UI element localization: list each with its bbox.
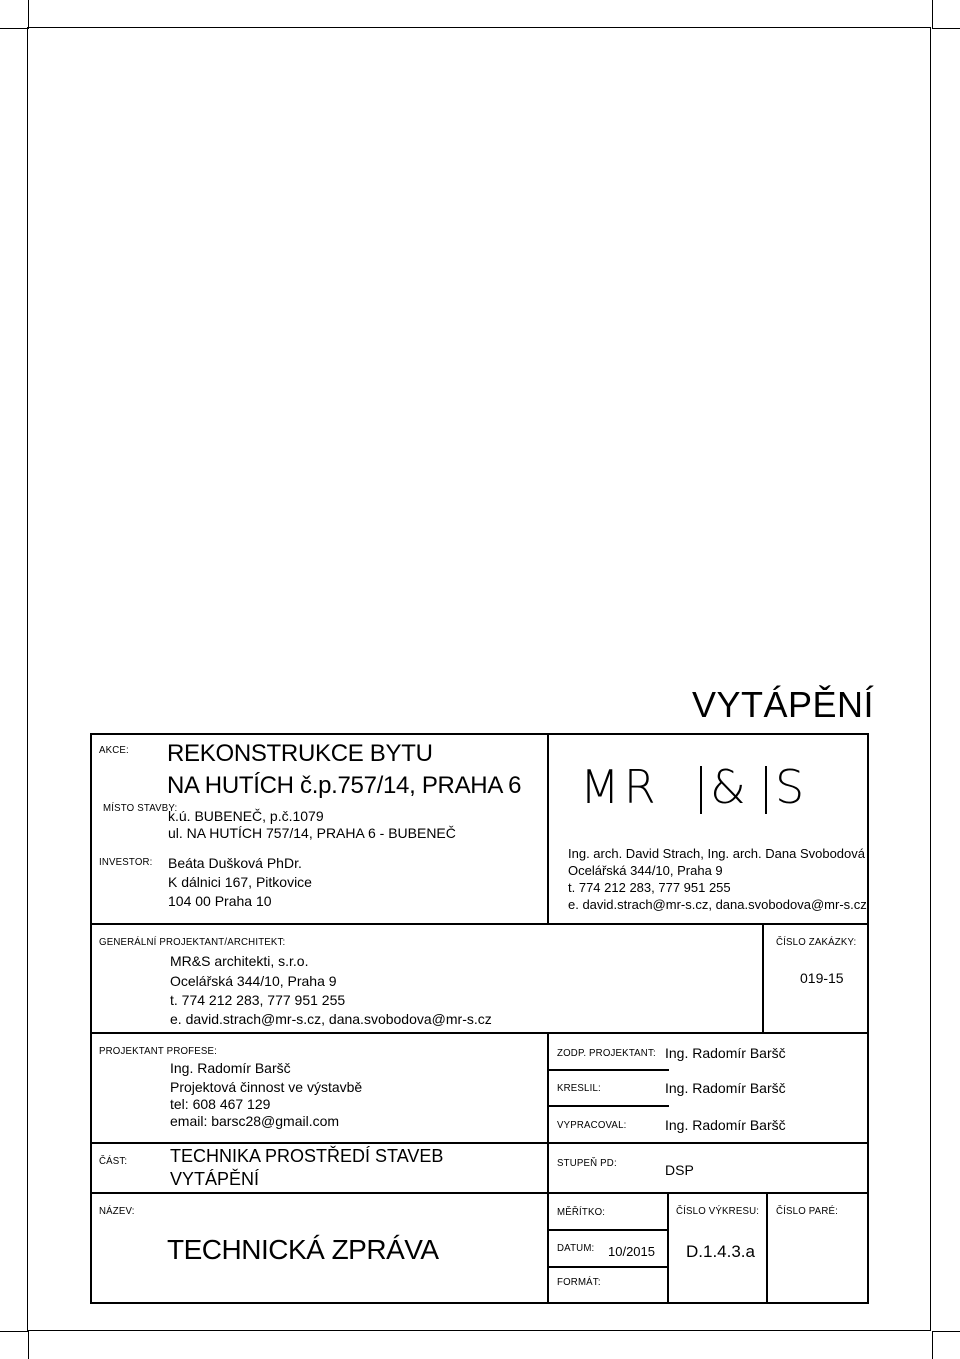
logo-mr: MR xyxy=(580,760,660,814)
logo-bar-2 xyxy=(765,766,767,814)
investor-label: INVESTOR: xyxy=(99,856,153,868)
kreslil-label: KRESLIL: xyxy=(557,1082,601,1094)
divider-roles-1 xyxy=(549,1069,669,1071)
logo-bar-1 xyxy=(700,766,702,814)
datum-value: 10/2015 xyxy=(608,1244,655,1259)
cislo-vykresu-label: ČÍSLO VÝKRESU: xyxy=(676,1205,760,1217)
general-phone: t. 774 212 283, 777 951 255 xyxy=(170,992,346,1008)
nazev-value: TECHNICKÁ ZPRÁVA xyxy=(167,1234,439,1265)
general-label: GENERÁLNÍ PROJEKTANT/ARCHITEKT: xyxy=(99,936,286,948)
divider-meritko xyxy=(549,1229,669,1231)
studio-phone: t. 774 212 283, 777 951 255 xyxy=(568,880,731,895)
meritko-label: MĚŘÍTKO: xyxy=(557,1206,606,1218)
divider-1 xyxy=(90,923,869,925)
investor-city: 104 00 Praha 10 xyxy=(168,893,272,909)
logo-s: S xyxy=(775,760,809,814)
corner-mark-tr xyxy=(932,0,960,29)
misto-stavby-line1: k.ú. BUBENEČ, p.č.1079 xyxy=(168,808,324,824)
zakazka-value: 019-15 xyxy=(800,970,844,986)
vypracoval-label: VYPRACOVAL: xyxy=(557,1119,627,1131)
nazev-label: NÁZEV: xyxy=(99,1205,135,1217)
cast-line1: TECHNIKA PROSTŘEDÍ STAVEB xyxy=(170,1146,444,1166)
akce-line2: NA HUTÍCH č.p.757/14, PRAHA 6 xyxy=(167,772,522,799)
divider-4 xyxy=(90,1192,869,1194)
zodp-value: Ing. Radomír Baršč xyxy=(665,1045,786,1061)
divider-datum xyxy=(549,1266,669,1268)
divider-3 xyxy=(90,1142,549,1144)
akce-label: AKCE: xyxy=(99,744,129,756)
profese-label: PROJEKTANT PROFESE: xyxy=(99,1045,218,1057)
vline-roles xyxy=(547,1032,549,1304)
studio-people: Ing. arch. David Strach, Ing. arch. Dana Svobodová xyxy=(568,846,866,861)
general-address: Ocelářská 344/10, Praha 9 xyxy=(170,973,337,989)
vypracoval-value: Ing. Radomír Baršč xyxy=(665,1117,786,1133)
corner-mark-tl xyxy=(0,0,29,29)
profese-name: Ing. Radomír Baršč xyxy=(170,1060,291,1076)
profese-activity: Projektová činnost ve výstavbě xyxy=(170,1079,363,1095)
divider-roles-3 xyxy=(549,1142,869,1144)
profese-email: email: barsc28@gmail.com xyxy=(170,1113,340,1129)
zodp-label: ZODP. PROJEKTANT: xyxy=(557,1047,656,1059)
vline-zakazka xyxy=(762,923,764,1032)
general-email: e. david.strach@mr-s.cz, dana.svobodova@mr-s.cz xyxy=(170,1011,492,1027)
cislo-pare-label: ČÍSLO PARÉ: xyxy=(776,1205,838,1217)
kreslil-value: Ing. Radomír Baršč xyxy=(665,1080,786,1096)
datum-label: DATUM: xyxy=(557,1242,595,1254)
vline-logo xyxy=(547,733,549,923)
cislo-vykresu-value: D.1.4.3.a xyxy=(686,1242,755,1261)
stupen-label: STUPEŇ PD: xyxy=(557,1157,617,1169)
misto-stavby-line2: ul. NA HUTÍCH 757/14, PRAHA 6 - BUBENEČ xyxy=(168,825,456,841)
corner-mark-bl xyxy=(0,1331,29,1359)
misto-stavby-label: MÍSTO STAVBY: xyxy=(103,802,178,814)
zakazka-label: ČÍSLO ZAKÁZKY: xyxy=(776,936,857,948)
vline-pare xyxy=(766,1192,768,1304)
profese-tel: tel: 608 467 129 xyxy=(170,1096,271,1112)
investor-street: K dálnici 167, Pitkovice xyxy=(168,874,312,890)
akce-line1: REKONSTRUKCE BYTU xyxy=(167,740,433,767)
studio-email: e. david.strach@mr-s.cz, dana.svobodova@mr-s.cz xyxy=(568,897,867,912)
sheet-title: VYTÁPĚNÍ xyxy=(692,684,875,725)
cast-line2: VYTÁPĚNÍ xyxy=(170,1169,260,1189)
divider-roles-2 xyxy=(549,1105,669,1107)
investor-name: Beáta Dušková PhDr. xyxy=(168,855,302,871)
logo-amp: & xyxy=(710,760,750,814)
corner-mark-br xyxy=(932,1331,960,1359)
stupen-value: DSP xyxy=(665,1162,694,1178)
studio-address: Ocelářská 344/10, Praha 9 xyxy=(568,863,723,878)
general-company: MR&S architekti, s.r.o. xyxy=(170,953,309,969)
format-label: FORMÁT: xyxy=(557,1276,601,1288)
cast-label: ČÁST: xyxy=(99,1155,128,1167)
divider-2 xyxy=(90,1032,869,1034)
vline-vykres xyxy=(667,1192,669,1304)
